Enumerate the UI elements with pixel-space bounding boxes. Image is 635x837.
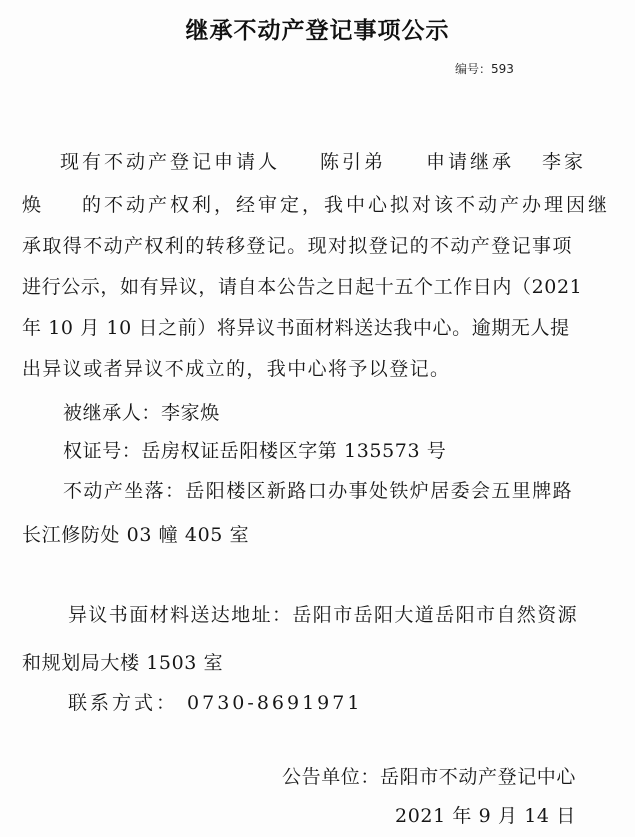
decedent-line: 被继承人：李家焕 bbox=[63, 402, 220, 424]
objection-address-line1: 异议书面材料送达地址：岳阳市岳阳大道岳阳市自然资源 bbox=[68, 604, 579, 626]
objection-address-line2: 和规划局大楼 1503 室 bbox=[22, 652, 224, 674]
para1-intro-text: 现有不动产登记申请人 bbox=[60, 151, 281, 173]
para1-line1 bbox=[60, 147, 586, 174]
issuer-line: 公告单位：岳阳市不动产登记中心 bbox=[282, 766, 577, 788]
para1-line2 bbox=[22, 190, 610, 217]
notice-title: 继承不动产登记事项公示 bbox=[185, 18, 450, 44]
date-line: 2021 年 9 月 14 日 bbox=[395, 805, 576, 827]
location-line1: 不动产坐落：岳阳楼区新路口办事处铁炉居委会五里牌路 bbox=[63, 480, 574, 502]
decedent-name-part1: 李家 bbox=[542, 151, 587, 173]
decedent-name-part2: 焕 bbox=[22, 194, 45, 216]
contact-line: 联系方式： 0730-8691971 bbox=[68, 692, 363, 714]
serial-label: 编号： bbox=[455, 62, 492, 76]
para1-line6: 出异议或者异议不成立的，我中心将予以登记。 bbox=[22, 358, 451, 380]
serial-number bbox=[455, 60, 514, 77]
para1-line5: 年 10 月 10 日之前）将异议书面材料送达我中心。逾期无人提 bbox=[22, 317, 570, 339]
para1-line2-text: 的不动产权利，经审定，我中心拟对该不动产办理因继 bbox=[82, 194, 611, 216]
para1-line3: 承取得不动产权利的转移登记。现对拟登记的不动产登记事项 bbox=[22, 235, 573, 257]
serial-value: 593 bbox=[491, 62, 514, 76]
para1-apply-text: 申请继承 bbox=[426, 151, 515, 173]
location-line2: 长江修防处 03 幢 405 室 bbox=[22, 524, 250, 546]
applicant-name: 陈引弟 bbox=[320, 151, 387, 173]
certificate-line: 权证号：岳房权证岳阳楼区字第 135573 号 bbox=[63, 440, 447, 462]
para1-line4: 进行公示，如有异议，请自本公告之日起十五个工作日内（2021 bbox=[22, 276, 583, 298]
